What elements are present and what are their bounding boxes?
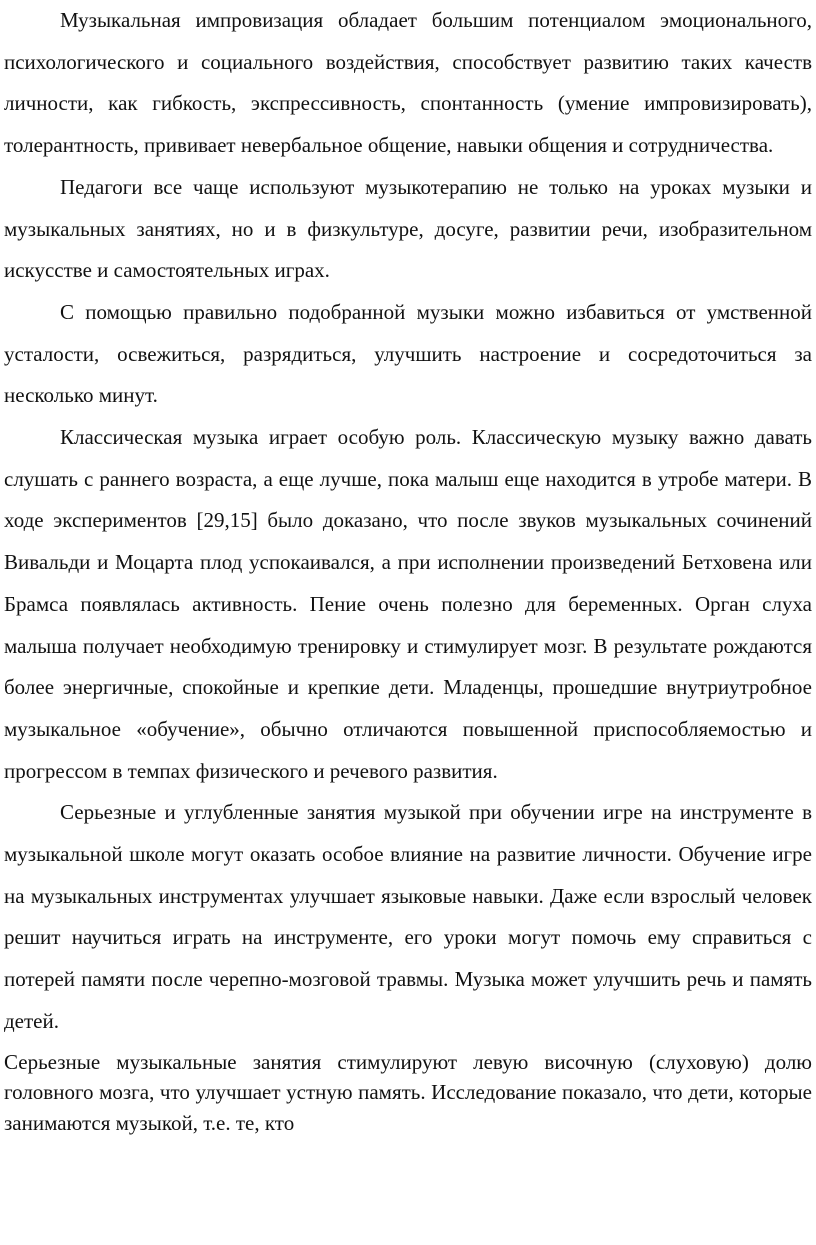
- paragraph-classical-music: Классическая музыка играет особую роль. Классическую музыку важно давать слушать с раннего возраста, а еще лучше, пока малыш еще находится в утробе матери. В ходе экспериментов [29,15] было доказано, что после звуков музыкальных сочинений Вивальди и Моцарта плод успокаивался, а при исполнении произведений Бетховена или Брамса появлялась активность. Пение очень полезно для беременных. Орган слуха малыша получает необходимую тренировку и стимулирует мозг. В результате рождаются более энергичные, спокойные и крепкие дети. Младенцы, прошедшие внутриутробное музыкальное «обучение», обычно отличаются повышенной приспособляемостью и прогрессом в темпах физического и речевого развития.: [4, 425, 812, 783]
- paragraph-instrument-training: Серьезные и углубленные занятия музыкой при обучении игре на инструменте в музыкальной школе могут оказать особое влияние на развитие личности. Обучение игре на музыкальных инструментах улучшает языковые навыки. Даже если взрослый человек решит научиться играть на инструменте, его уроки могут помочь ему справиться с потерей памяти после черепно-мозговой травмы. Музыка может улучшить речь и память детей.: [4, 800, 812, 1033]
- document-body: [4, 0, 812, 1138]
- paragraph-music-therapy: Педагоги все чаще используют музыкотерапию не только на уроках музыки и музыкальных занятиях, но и в физкультуре, досуге, развитии речи, изобразительном искусстве и самостоятельных играх.: [4, 174, 812, 283]
- paragraph-mental-fatigue: С помощью правильно подобранной музыки можно избавиться от умственной усталости, освежиться, разрядиться, улучшить настроение и сосредоточиться за несколько минут.: [4, 299, 812, 408]
- paragraph-temporal-lobe: Серьезные музыкальные занятия стимулируют левую височную (слуховую) долю головного мозга, что улучшает устную память. Исследование показало, что дети, которые занимаются музыкой, т.е. те, кто: [4, 1049, 812, 1135]
- paragraph-improvisation: Музыкальная импровизация обладает большим потенциалом эмоционального, психологического и социального воздействия, способствует развитию таких качеств личности, как гибкость, экспрессивность, спонтанность (умение импровизировать), толерантность, прививает невербальное общение, навыки общения и сотрудничества.: [4, 8, 812, 158]
